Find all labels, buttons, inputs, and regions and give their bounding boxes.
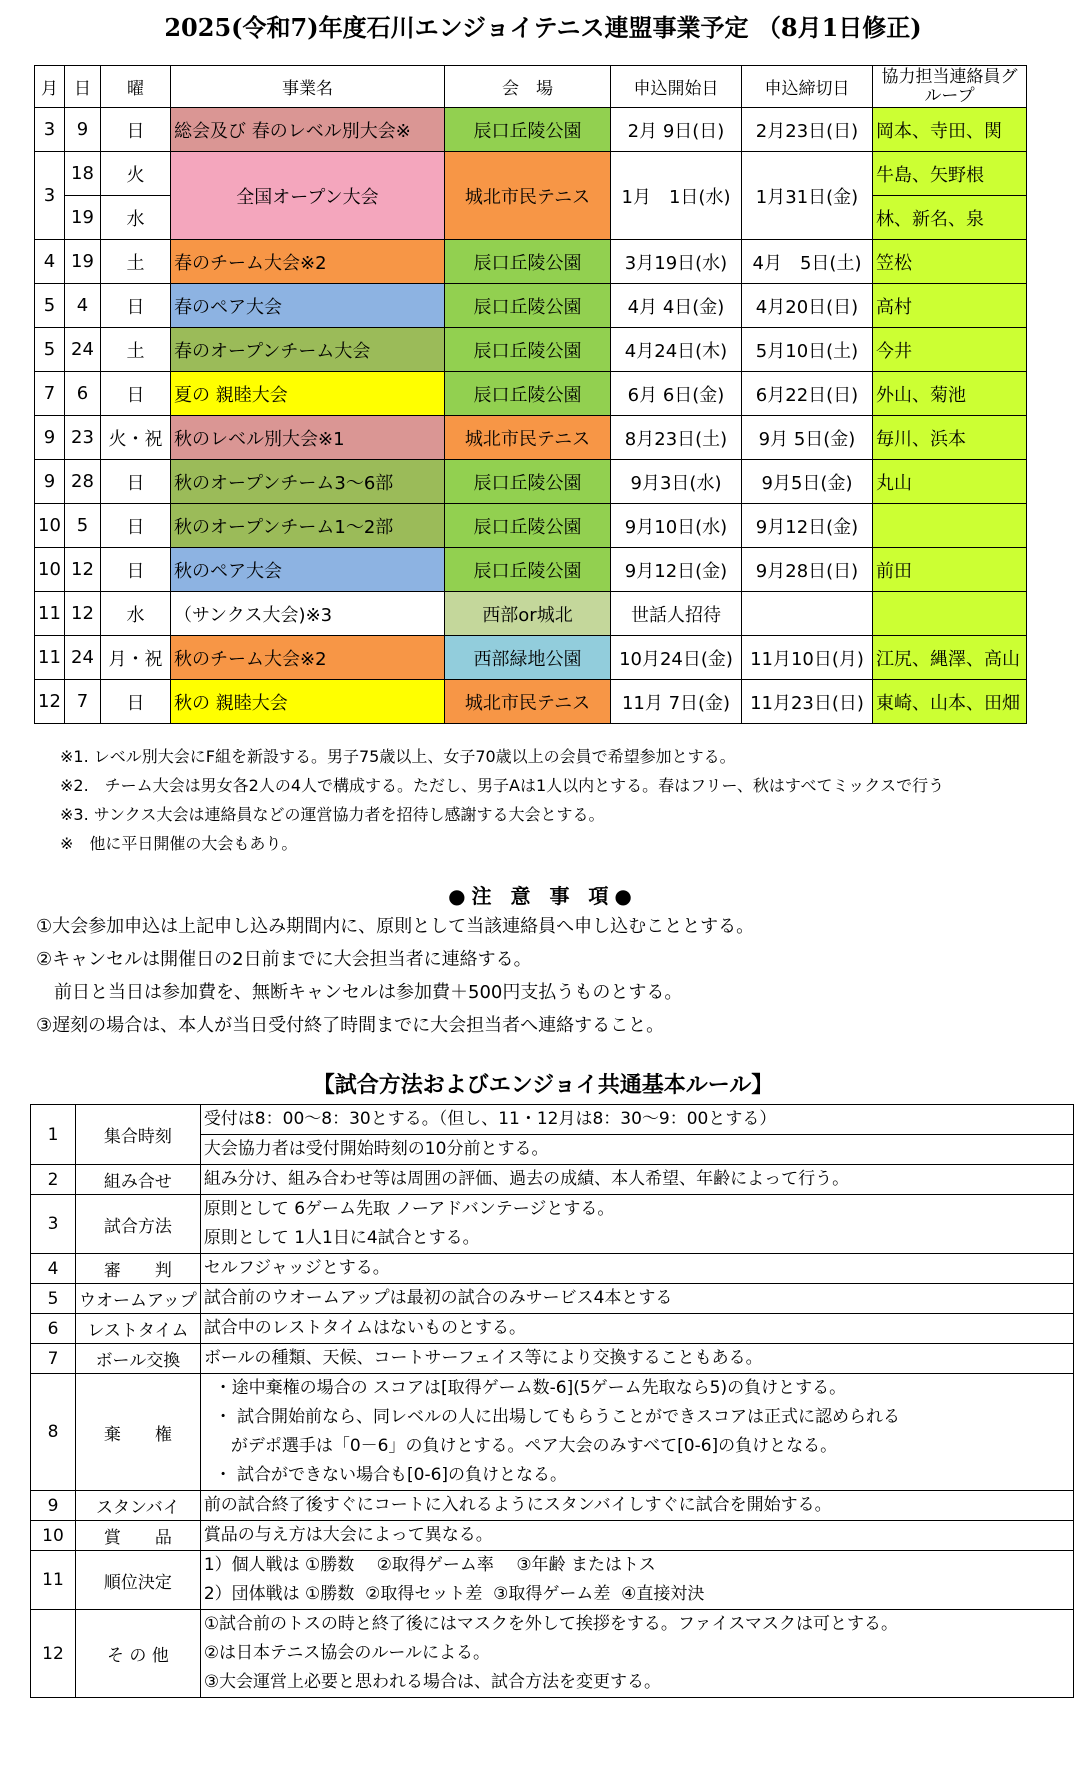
- rule-line: ②は日本テニス協会のルールによる。: [203, 1643, 491, 1663]
- rules-title: 【試合方法およびエンジョイ共通基本ルール】: [312, 1073, 774, 1098]
- month-cell: 3: [35, 108, 65, 152]
- rule-name: 賞 品: [76, 1521, 201, 1551]
- event-cell: 春のチーム大会※2: [171, 240, 445, 284]
- table-row: [35, 460, 1027, 504]
- dow-cell: 火: [101, 152, 171, 196]
- rule-line: ・ 試合開始前なら、同レベルの人に出場してもらうことができスコアは正式に認められる: [203, 1407, 901, 1427]
- venue-cell: 辰口丘陵公園: [445, 240, 611, 284]
- caution-item: ③遅刻の場合は、本人が当日受付終了時間までに大会担当者へ連絡すること。: [36, 1015, 665, 1036]
- day-cell: 28: [65, 460, 101, 504]
- end-cell: 4月 5日(土): [742, 240, 873, 284]
- rule-number: 5: [31, 1284, 76, 1314]
- rule-content: [200, 1344, 1073, 1374]
- event-cell: 春のオープンチーム大会: [171, 328, 445, 372]
- table-row: [31, 1491, 1074, 1521]
- header-day: 日: [65, 66, 101, 108]
- event-cell: 秋のペア大会: [171, 548, 445, 592]
- header-event: 事業名: [171, 66, 445, 108]
- page-title: 2025(令和7)年度石川エンジョイテニス連盟事業予定 （8月1日修正): [164, 13, 922, 42]
- dow-cell: 月・祝: [101, 636, 171, 680]
- rule-name: 集合時刻: [76, 1105, 201, 1165]
- contact-cell: 高村: [873, 284, 1027, 328]
- rule-name: 試合方法: [76, 1195, 201, 1254]
- caution-item: ②キャンセルは開催日の2日前までに大会担当者に連絡する。: [36, 949, 532, 970]
- rule-line: セルフジャッジとする。: [203, 1258, 390, 1278]
- dow-cell: 日: [101, 108, 171, 152]
- rule-line: 原則として 6ゲーム先取 ノーアドバンテージとする。: [203, 1199, 615, 1219]
- dow-cell: 日: [101, 460, 171, 504]
- venue-cell: 西部緑地公園: [445, 636, 611, 680]
- rule-number: 2: [31, 1165, 76, 1195]
- day-cell: 18: [65, 152, 101, 196]
- table-row: [31, 1165, 1074, 1195]
- rule-line: 原則として 1人1日に4試合とする。: [203, 1228, 480, 1248]
- day-cell: 4: [65, 284, 101, 328]
- dow-cell: 水: [101, 196, 171, 240]
- contact-cell: 笠松: [873, 240, 1027, 284]
- table-row: [31, 1610, 1074, 1698]
- month-cell: 5: [35, 328, 65, 372]
- event-cell: 秋の 親睦大会: [171, 680, 445, 724]
- month-cell: 9: [35, 416, 65, 460]
- table-row: [35, 548, 1027, 592]
- contact-cell: [873, 592, 1027, 636]
- day-cell: 5: [65, 504, 101, 548]
- venue-cell: 辰口丘陵公園: [445, 108, 611, 152]
- footnote: ※1. レベル別大会にF組を新設する。男子75歳以上、女子70歳以上の会員で希望参加とする。: [60, 747, 736, 766]
- footnote: ※2. チーム大会は男女各2人の4人で構成する。ただし、男子Aは1人以内とする。春はフリー、秋はすべてミックスで行う: [60, 776, 945, 795]
- table-row: [31, 1284, 1074, 1314]
- rule-name: スタンバイ: [76, 1491, 201, 1521]
- month-cell: 9: [35, 460, 65, 504]
- header-dow: 曜: [101, 66, 171, 108]
- day-cell: 23: [65, 416, 101, 460]
- footnote: ※ 他に平日開催の大会もあり。: [60, 834, 298, 853]
- schedule-header: [35, 66, 1027, 108]
- table-row: [35, 240, 1027, 284]
- rule-line: 組み分け、組み合わせ等は周囲の評価、過去の成績、本人希望、年齢によって行う。: [203, 1169, 850, 1189]
- table-row: [35, 416, 1027, 460]
- table-row: [35, 636, 1027, 680]
- table-row: [31, 1195, 1074, 1254]
- footnote: ※3. サンクス大会は連絡員などの運営協力者を招待し感謝する大会とする。: [60, 805, 605, 824]
- rule-number: 8: [31, 1374, 76, 1491]
- dow-cell: 火・祝: [101, 416, 171, 460]
- start-cell: 9月10日(水): [611, 504, 742, 548]
- rule-line: がデポ選手は「0－6」の負けとする。ペア大会のみすべて[0-6]の負けとなる。: [203, 1436, 838, 1456]
- event-cell: 全国オープン大会: [171, 152, 445, 240]
- start-cell: 1月 1日(水): [611, 152, 742, 240]
- month-cell: 11: [35, 636, 65, 680]
- start-cell: 世話人招待: [611, 592, 742, 636]
- dow-cell: 日: [101, 680, 171, 724]
- rule-line: ③大会運営上必要と思われる場合は、試合方法を変更する。: [203, 1672, 662, 1692]
- venue-cell: 西部or城北: [445, 592, 611, 636]
- table-row: [31, 1254, 1074, 1284]
- footnotes: [60, 742, 1050, 858]
- rule-name: ウオームアップ: [76, 1284, 201, 1314]
- rule-content: [200, 1491, 1073, 1521]
- day-cell: 24: [65, 328, 101, 372]
- rule-line: 前の試合終了後すぐにコートに入れるようにスタンバイしすぐに試合を開始する。: [203, 1495, 832, 1515]
- header-contact: 協力担当連絡員グループ: [873, 66, 1027, 108]
- venue-cell: 辰口丘陵公園: [445, 328, 611, 372]
- contact-cell: 前田: [873, 548, 1027, 592]
- end-cell: 11月23日(日): [742, 680, 873, 724]
- table-row: [35, 108, 1027, 152]
- end-cell: 9月 5日(金): [742, 416, 873, 460]
- end-cell: 11月10日(月): [742, 636, 873, 680]
- venue-cell: 辰口丘陵公園: [445, 284, 611, 328]
- contact-cell: [873, 504, 1027, 548]
- start-cell: 9月12日(金): [611, 548, 742, 592]
- rule-name: 順位決定: [76, 1551, 201, 1610]
- rule-content: [200, 1254, 1073, 1284]
- day-cell: 7: [65, 680, 101, 724]
- rule-name: ボール交換: [76, 1344, 201, 1374]
- contact-cell: 東崎、山本、田畑: [873, 680, 1027, 724]
- month-cell: 10: [35, 548, 65, 592]
- rule-number: 11: [31, 1551, 76, 1610]
- dow-cell: 日: [101, 284, 171, 328]
- rule-line: ・ 試合ができない場合も[0-6]の負けとなる。: [203, 1465, 568, 1485]
- event-cell: 春のペア大会: [171, 284, 445, 328]
- event-cell: 総会及び 春のレベル別大会※: [171, 108, 445, 152]
- rule-content: [200, 1374, 1073, 1491]
- caution-list: [36, 910, 754, 1042]
- rule-name: そ の 他: [76, 1610, 201, 1698]
- start-cell: 11月 7日(金): [611, 680, 742, 724]
- rule-line: ①試合前のトスの時と終了後にはマスクを外して挨拶をする。ファイスマスクは可とする。: [203, 1614, 899, 1634]
- header-start: 申込開始日: [611, 66, 742, 108]
- rule-line: 大会協力者は受付開始時刻の10分前とする。: [203, 1139, 549, 1159]
- rule-content: [200, 1610, 1073, 1698]
- rule-number: 3: [31, 1195, 76, 1254]
- rule-line: 試合中のレストタイムはないものとする。: [203, 1318, 526, 1338]
- rule-number: 4: [31, 1254, 76, 1284]
- end-cell: 9月28日(日): [742, 548, 873, 592]
- month-cell: 3: [35, 152, 65, 240]
- rule-number: 6: [31, 1314, 76, 1344]
- dow-cell: 土: [101, 240, 171, 284]
- month-cell: 12: [35, 680, 65, 724]
- rule-line: 2）団体戦は ①勝数 ②取得セット差 ③取得ゲーム差 ④直接対決: [203, 1584, 705, 1604]
- venue-cell: 辰口丘陵公園: [445, 460, 611, 504]
- month-cell: 5: [35, 284, 65, 328]
- rule-line: 試合前のウオームアップは最初の試合のみサービス4本とする: [203, 1288, 673, 1308]
- end-cell: 2月23日(日): [742, 108, 873, 152]
- end-cell: 9月12日(金): [742, 504, 873, 548]
- end-cell: 5月10日(土): [742, 328, 873, 372]
- rule-content: [200, 1165, 1073, 1195]
- rule-line: 賞品の与え方は大会によって異なる。: [203, 1525, 493, 1545]
- day-cell: 12: [65, 548, 101, 592]
- start-cell: 4月24日(木): [611, 328, 742, 372]
- contact-cell: 外山、菊池: [873, 372, 1027, 416]
- contact-cell: 岡本、寺田、関: [873, 108, 1027, 152]
- venue-cell: 城北市民テニス: [445, 152, 611, 240]
- header-month: 月: [35, 66, 65, 108]
- dow-cell: 水: [101, 592, 171, 636]
- event-cell: （サンクス大会)※3: [171, 592, 445, 636]
- month-cell: 7: [35, 372, 65, 416]
- venue-cell: 城北市民テニス: [445, 416, 611, 460]
- event-cell: 秋のレベル別大会※1: [171, 416, 445, 460]
- table-row: [35, 680, 1027, 724]
- end-cell: [742, 592, 873, 636]
- dow-cell: 日: [101, 372, 171, 416]
- start-cell: 3月19日(水): [611, 240, 742, 284]
- contact-cell: 今井: [873, 328, 1027, 372]
- venue-cell: 辰口丘陵公園: [445, 372, 611, 416]
- rule-line: 受付は8：00～8：30とする。（但し、11・12月は8：30～9：00とする）: [201, 1105, 1073, 1135]
- rule-content: [200, 1314, 1073, 1344]
- contact-cell: 丸山: [873, 460, 1027, 504]
- rule-content: [200, 1284, 1073, 1314]
- contact-cell: 毎川、浜本: [873, 416, 1027, 460]
- month-cell: 10: [35, 504, 65, 548]
- table-row: [35, 504, 1027, 548]
- rule-name: 棄 権: [76, 1374, 201, 1491]
- rule-number: 7: [31, 1344, 76, 1374]
- table-row: [35, 284, 1027, 328]
- event-cell: 秋のオープンチーム3～6部: [171, 460, 445, 504]
- day-cell: 6: [65, 372, 101, 416]
- rule-name: 審 判: [76, 1254, 201, 1284]
- day-cell: 19: [65, 240, 101, 284]
- rule-name: 組み合せ: [76, 1165, 201, 1195]
- start-cell: 4月 4日(金): [611, 284, 742, 328]
- schedule-table: [34, 65, 1027, 724]
- dow-cell: 日: [101, 504, 171, 548]
- contact-cell: 林、新名、泉: [873, 196, 1027, 240]
- rules-table: [30, 1104, 1074, 1698]
- start-cell: 2月 9日(日): [611, 108, 742, 152]
- end-cell: 9月5日(金): [742, 460, 873, 504]
- table-row: [35, 152, 1027, 196]
- start-cell: 8月23日(土): [611, 416, 742, 460]
- start-cell: 10月24日(金): [611, 636, 742, 680]
- day-cell: 24: [65, 636, 101, 680]
- event-cell: 秋のオープンチーム1～2部: [171, 504, 445, 548]
- rule-name: レストタイム: [76, 1314, 201, 1344]
- table-row: [31, 1314, 1074, 1344]
- event-cell: 秋のチーム大会※2: [171, 636, 445, 680]
- rule-line: ・途中棄権の場合の スコアは[取得ゲーム数-6](5ゲーム先取なら5)の負けとする。: [203, 1378, 847, 1398]
- venue-cell: 辰口丘陵公園: [445, 504, 611, 548]
- table-row: [31, 1344, 1074, 1374]
- dow-cell: 日: [101, 548, 171, 592]
- rule-number: 1: [31, 1105, 76, 1165]
- rule-content: [200, 1521, 1073, 1551]
- end-cell: 4月20日(日): [742, 284, 873, 328]
- month-cell: 11: [35, 592, 65, 636]
- end-cell: 6月22日(日): [742, 372, 873, 416]
- header-end: 申込締切日: [742, 66, 873, 108]
- table-row: [31, 1105, 1074, 1165]
- contact-cell: 牛島、矢野根: [873, 152, 1027, 196]
- caution-item: 前日と当日は参加費を、無断キャンセルは参加費＋500円支払うものとする。: [36, 982, 683, 1003]
- dow-cell: 土: [101, 328, 171, 372]
- month-cell: 4: [35, 240, 65, 284]
- rule-content: [200, 1105, 1073, 1165]
- rule-number: 12: [31, 1610, 76, 1698]
- table-row: [35, 592, 1027, 636]
- table-row: [31, 1521, 1074, 1551]
- start-cell: 9月3日(水): [611, 460, 742, 504]
- table-row: [35, 328, 1027, 372]
- rule-content: [200, 1551, 1073, 1610]
- day-cell: 9: [65, 108, 101, 152]
- caution-title: ●注 意 事 項●: [448, 884, 638, 908]
- day-cell: 19: [65, 196, 101, 240]
- caution-item: ①大会参加申込は上記申し込み期間内に、原則として当該連絡員へ申し込むこととする。: [36, 916, 755, 937]
- contact-cell: 江尻、縄澤、高山: [873, 636, 1027, 680]
- rule-line: ボールの種類、天候、コートサーフェイス等により交換することもある。: [203, 1348, 763, 1368]
- start-cell: 6月 6日(金): [611, 372, 742, 416]
- rule-number: 9: [31, 1491, 76, 1521]
- table-row: [31, 1551, 1074, 1610]
- table-row: [31, 1374, 1074, 1491]
- rule-line: 1）個人戦は ①勝数 ②取得ゲーム率 ③年齢 またはトス: [203, 1555, 656, 1575]
- header-venue: 会 場: [445, 66, 611, 108]
- day-cell: 12: [65, 592, 101, 636]
- venue-cell: 辰口丘陵公園: [445, 548, 611, 592]
- event-cell: 夏の 親睦大会: [171, 372, 445, 416]
- table-row: [35, 372, 1027, 416]
- rule-number: 10: [31, 1521, 76, 1551]
- rule-content: [200, 1195, 1073, 1254]
- end-cell: 1月31日(金): [742, 152, 873, 240]
- venue-cell: 城北市民テニス: [445, 680, 611, 724]
